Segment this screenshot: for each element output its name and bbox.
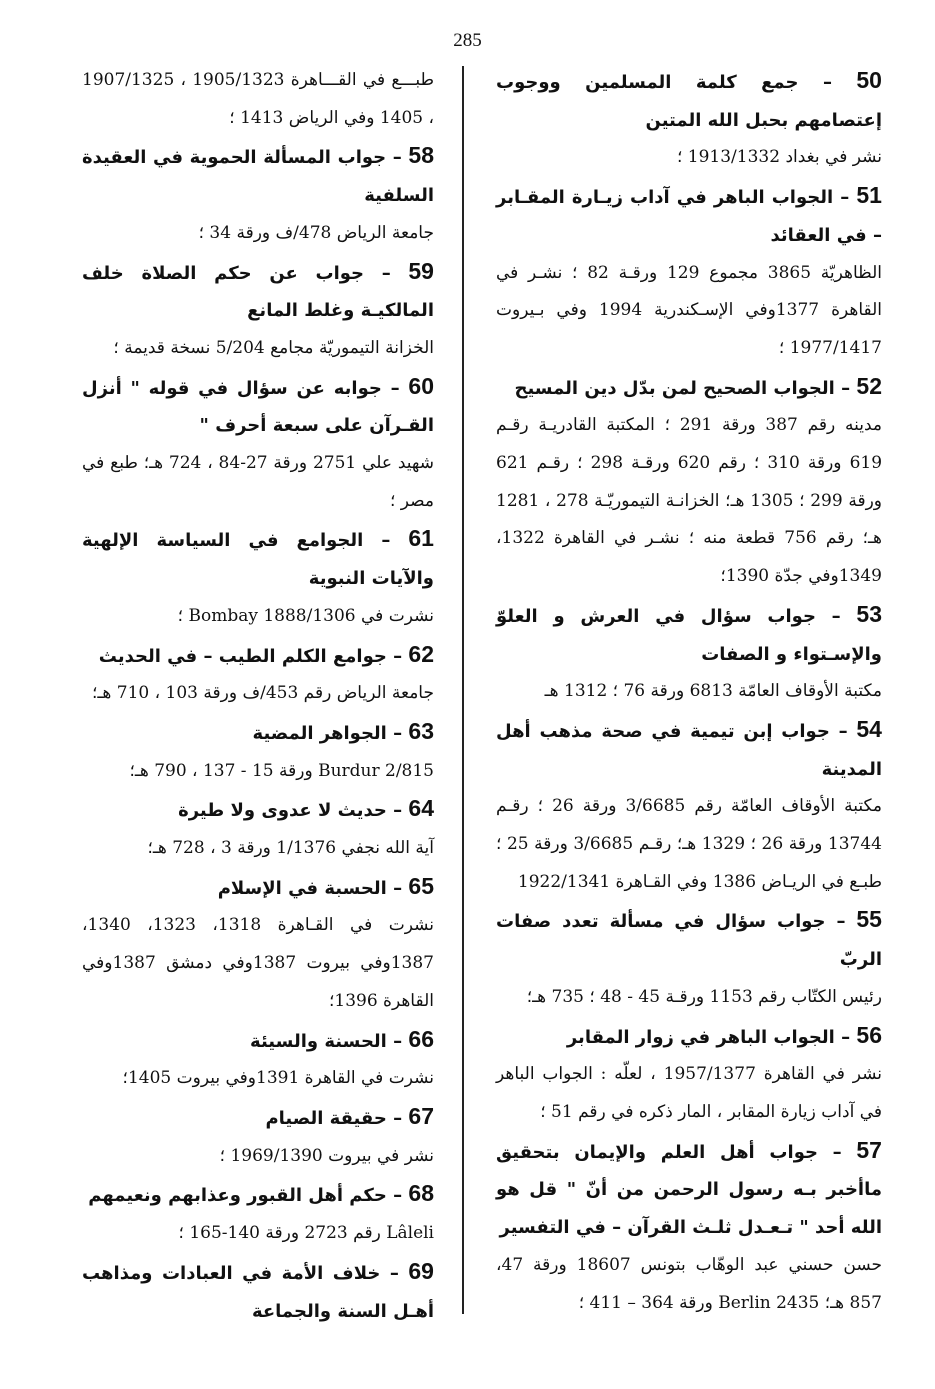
entry-number: 50 [856,67,882,93]
entry-number: 51 [856,182,882,209]
entry-60: 60 – جوابه عن سؤال في قوله " أنزل القـرآن على سبعة أحرف " شهيد علي 2751 ورقة 27-84 ، 724 هـ؛ طبع في مصر ؛ [82,368,434,521]
entry-number: 58 [408,142,434,169]
entry-detail: مكتبة الأوقاف العامّة رقم 3/6685 ورقة 26 ؛ رقـم 13744 ورقة 26 ؛ 1329 هـ؛ رقـم 3/6685 ورقة 25 ؛ طبـع في الريـاض 1386 وفي القـاهرة 1922/1341 [496,796,883,892]
entry-50: 50 – جمع كلمة المسلمين ووجوب إعتصامهم بحبل الله المتين نشر في بغداد 1913/1332 ؛ [496,62,882,177]
entry-detail: نشرت في Bombay 1888/1306 ؛ [177,605,434,626]
entry-detail: الظاهريّة 3865 مجموع 129 ورقـة 82 ؛ نشـر في القاهرة 1377وفي الإسـكندرية 1994 وفي بـيروت 1977/1417 ؛ [496,262,882,358]
entry-64: 64 – حديث لا عدوى ولا طيرة آية الله نجفي 1/1376 ورقة 3 ، 728 هـ؛ [82,790,434,867]
entry-number: 57 [856,1136,882,1163]
entry-detail: حسن حسني عبد الوهّاب بتونس 18607 ورقة 47، 857 هـ؛ Berlin 2435 ورقة 364 – 411 ؛ [496,1254,882,1313]
entry-number: 63 [408,717,434,744]
entry-title: حديث لا عدوى ولا طيرة [178,800,387,822]
entry-52: 52 – الجواب الصحيح لمن بدّل دين المسيح مدينه رقم 387 ورقة 291 ؛ المكتبة القادريـة رقـم 619 ورقة 310 ؛ رقم 620 ورقـة 298 ؛ رقـم 621 ورقة 299 ؛ 1305 هـ؛ الخزانـة التيموريّـة 278 ، 1281 هـ؛ رقم 756 قطعة منه ؛ نشـر في القاهرة 1322، 1349وفي جدّة 1390؛ [496,368,882,596]
entry-55: 55 – جواب سؤال في مسألة تعدد صفات الربّ رئيس الكتّاب رقم 1153 ورقـة 45 - 48 ؛ 735 هـ؛ [496,901,882,1016]
entry-62: 62 – جوامع الكلم الطيب – في الحديث جامعة الرياض رقم 453/ف ورقة 103 ، 710 هـ؛ [82,636,434,713]
entry-detail: شهيد علي 2751 ورقة 27-84 ، 724 هـ؛ طبع في مصر ؛ [82,453,434,511]
entry-detail: مدينه رقم 387 ورقة 291 ؛ المكتبة القادريـة رقـم 619 ورقة 310 ؛ رقم 620 ورقـة 298 ؛ رقـم 621 ورقة 299 ؛ 1305 هـ؛ الخزانـة التيموريّـة 278 ، 1281 هـ؛ رقم 756 قطعة منه ؛ نشـر في القاهرة 1322، 1349وفي جدّة 1390؛ [496,415,883,587]
entry-number: 66 [408,1025,434,1052]
entry-title: حكم أهل القبور وعذابهم ونعيمهم [88,1185,387,1207]
entry-number: 67 [408,1102,434,1129]
entry-title: جوامع الكلم الطيب – في الحديث [98,645,387,667]
entry-title: الحسبة في الإسلام [217,877,387,899]
entry-title: الجواب الباهر في زوار المقابر [566,1026,835,1048]
entry-51: 51 – الجواب الباهر في آداب زيـارة المقـابر – في العقائد الظاهريّة 3865 مجموع 129 ورقـة 82 ؛ نشـر في القاهرة 1377وفي الإسـكندرية 1994 وفي بـيروت 1977/1417 ؛ [496,177,882,368]
entry-title: الجوامع في السياسة الإلهية والآيات النبوية [82,530,434,590]
entry-58: 58 – جواب المسألة الحموية في العقيدة السلفية جامعة الرياض 478/ف ورقة 34 ؛ [82,137,434,252]
entry-title: جواب سؤال في العرش و العلوّ والإسـتواء و الصفات [496,605,882,665]
entry-title: جواب سؤال في مسألة تعدد صفات الربّ [496,911,882,971]
entry-detail: نشر في القاهرة 1957/1377 ، لعلّه : الجواب الباهر في آداب زيارة المقابر ، المار ذكره في رقم 51 ؛ [496,1064,882,1122]
entry-title: خلاف الأمة في العبادات ومذاهب أهـل السنة والجماعة [82,1262,434,1322]
entry-title: جوابه عن سؤال في قوله " أنزل القـرآن على سبعة أحرف " [82,377,434,437]
entry-title: جواب عن حكم الصلاة خلف المالكيـة وغلط المانع [82,262,434,322]
entry-number: 59 [408,257,434,284]
entry-title: جواب المسألة الحموية في العقيدة السلفية [82,147,434,207]
entry-detail: نشر في بيروت 1969/1390 ؛ [219,1145,434,1166]
entry-detail: Burdur 2/815 ورقة 15 - 137 ، 790 هـ؛ [129,760,434,781]
right-column [496,62,882,1322]
entry-number: 60 [408,372,434,399]
entry-detail: طبـــع في القـــاهرة 1905/1323 ، 1907/1325 ، 1405 وفي الرياض 1413 ؛ [82,70,434,128]
entry-number: 62 [408,640,434,667]
entry-54: 54 – جواب إبن تيمية في صحة مذهب أهل المدينة مكتبة الأوقاف العامّة رقم 3/6685 ورقة 26 ؛ رقـم 13744 ورقة 26 ؛ 1329 هـ؛ رقـم 3/6685 ورقة 25 ؛ طبـع في الريـاض 1386 وفي القـاهرة 1922/1341 [496,711,882,902]
column-divider [462,66,464,1314]
entry-57-continued [82,62,434,137]
entry-67: 67 – حقيقة الصيام نشر في بيروت 1969/1390 ؛ [82,1098,434,1175]
entry-61: 61 – الجوامع في السياسة الإلهية والآيات النبوية نشرت في Bombay 1888/1306 ؛ [82,520,434,635]
page-number: 285 [453,30,482,51]
left-column [82,62,434,1330]
entry-detail: Lâleli رقم 2723 ورقة 140-165 ؛ [178,1223,434,1244]
entry-title: الجواب الباهر في آداب زيـارة المقـابر – في العقائد [496,187,882,246]
entry-detail: نشرت في القـاهرة 1318، 1323، 1340، 1387وفي بيروت 1387وفي دمشق 1387وفي القاهرة 1396؛ [82,915,435,1011]
entry-number: 52 [856,372,882,399]
entry-number: 61 [408,525,434,552]
entry-59: 59 – جواب عن حكم الصلاة خلف المالكيـة وغلط المانع الخزانة التيموريّة مجامع 5/204 نسخة قديمة ؛ [82,253,434,368]
entry-57: 57 – جواب أهل العلم والإيمان بتحقيق ماأخبر بـه رسول الرحمن من أنّ " قل هو الله أحد " تـعـدل ثلـث القرآن – في التفسير حسن حسني عبد الوهّاب بتونس 18607 ورقة 47، 857 هـ؛ Berlin 2435 ورقة 364 – 411 ؛ [496,1132,882,1323]
entry-detail: آية الله نجفي 1/1376 ورقة 3 ، 728 هـ؛ [147,838,434,859]
entry-number: 68 [408,1180,434,1207]
entry-title: الجواهر المضية [252,722,387,744]
entry-69: 69 – خلاف الأمة في العبادات ومذاهب أهـل السنة والجماعة [82,1257,434,1322]
entry-number: 64 [408,795,434,822]
entry-title: جواب أهل العلم والإيمان بتحقيق ماأخبر بـه رسول الرحمن من أنّ " قل هو الله أحد " تـعـدل ثلـث القرآن – في التفسير [496,1141,882,1239]
entry-detail: مكتبة الأوقاف العامّة 6813 ورقة 76 ؛ 1312 هـ [544,681,882,702]
entry-title: جمع كلمة المسلمين ووجوب إعتصامهم بحبل الله المتين [496,72,882,131]
entry-detail: رئيس الكتّاب رقم 1153 ورقـة 45 - 48 ؛ 735 هـ؛ [526,986,882,1007]
entry-63: 63 – الجواهر المضية Burdur 2/815 ورقة 15 - 137 ، 790 هـ؛ [82,713,434,790]
entry-detail: الخزانة التيموريّة مجامع 5/204 نسخة قديمة ؛ [113,337,434,358]
entry-65: 65 – الحسبة في الإسلام نشرت في القـاهرة 1318، 1323، 1340، 1387وفي بيروت 1387وفي دمشق 1387وفي القاهرة 1396؛ [82,868,434,1021]
entry-68: 68 – حكم أهل القبور وعذابهم ونعيمهم Lâleli رقم 2723 ورقة 140-165 ؛ [82,1175,434,1252]
entry-title: الحسنة والسيئة [250,1030,387,1052]
entry-number: 65 [408,872,434,899]
entry-56: 56 – الجواب الباهر في زوار المقابر نشر في القاهرة 1957/1377 ، لعلّه : الجواب الباهر في آداب زيارة المقابر ، المار ذكره في رقم 51 ؛ [496,1017,882,1132]
entry-title: حقيقة الصيام [265,1107,387,1129]
entry-number: 53 [856,600,882,627]
entry-66: 66 – الحسنة والسيئة نشرت في القاهرة 1391وفي بيروت 1405؛ [82,1021,434,1098]
entry-number: 69 [408,1257,434,1284]
entry-number: 54 [856,715,882,742]
entry-detail: جامعة الرياض رقم 453/ف ورقة 103 ، 710 هـ؛ [92,683,434,704]
entry-detail: نشرت في القاهرة 1391وفي بيروت 1405؛ [122,1068,434,1089]
entry-title: الجواب الصحيح لمن بدّل دين المسيح [514,377,835,399]
entry-detail: نشر في بغداد 1913/1332 ؛ [676,147,882,168]
entry-53: 53 – جواب سؤال في العرش و العلوّ والإسـتواء و الصفات مكتبة الأوقاف العامّة 6813 ورقة 76 ؛ 1312 هـ [496,596,882,711]
entry-number: 55 [856,906,882,933]
entry-number: 56 [856,1021,882,1048]
entry-title: جواب إبن تيمية في صحة مذهب أهل المدينة [496,720,882,780]
entry-detail: جامعة الرياض 478/ف ورقة 34 ؛ [198,222,434,243]
